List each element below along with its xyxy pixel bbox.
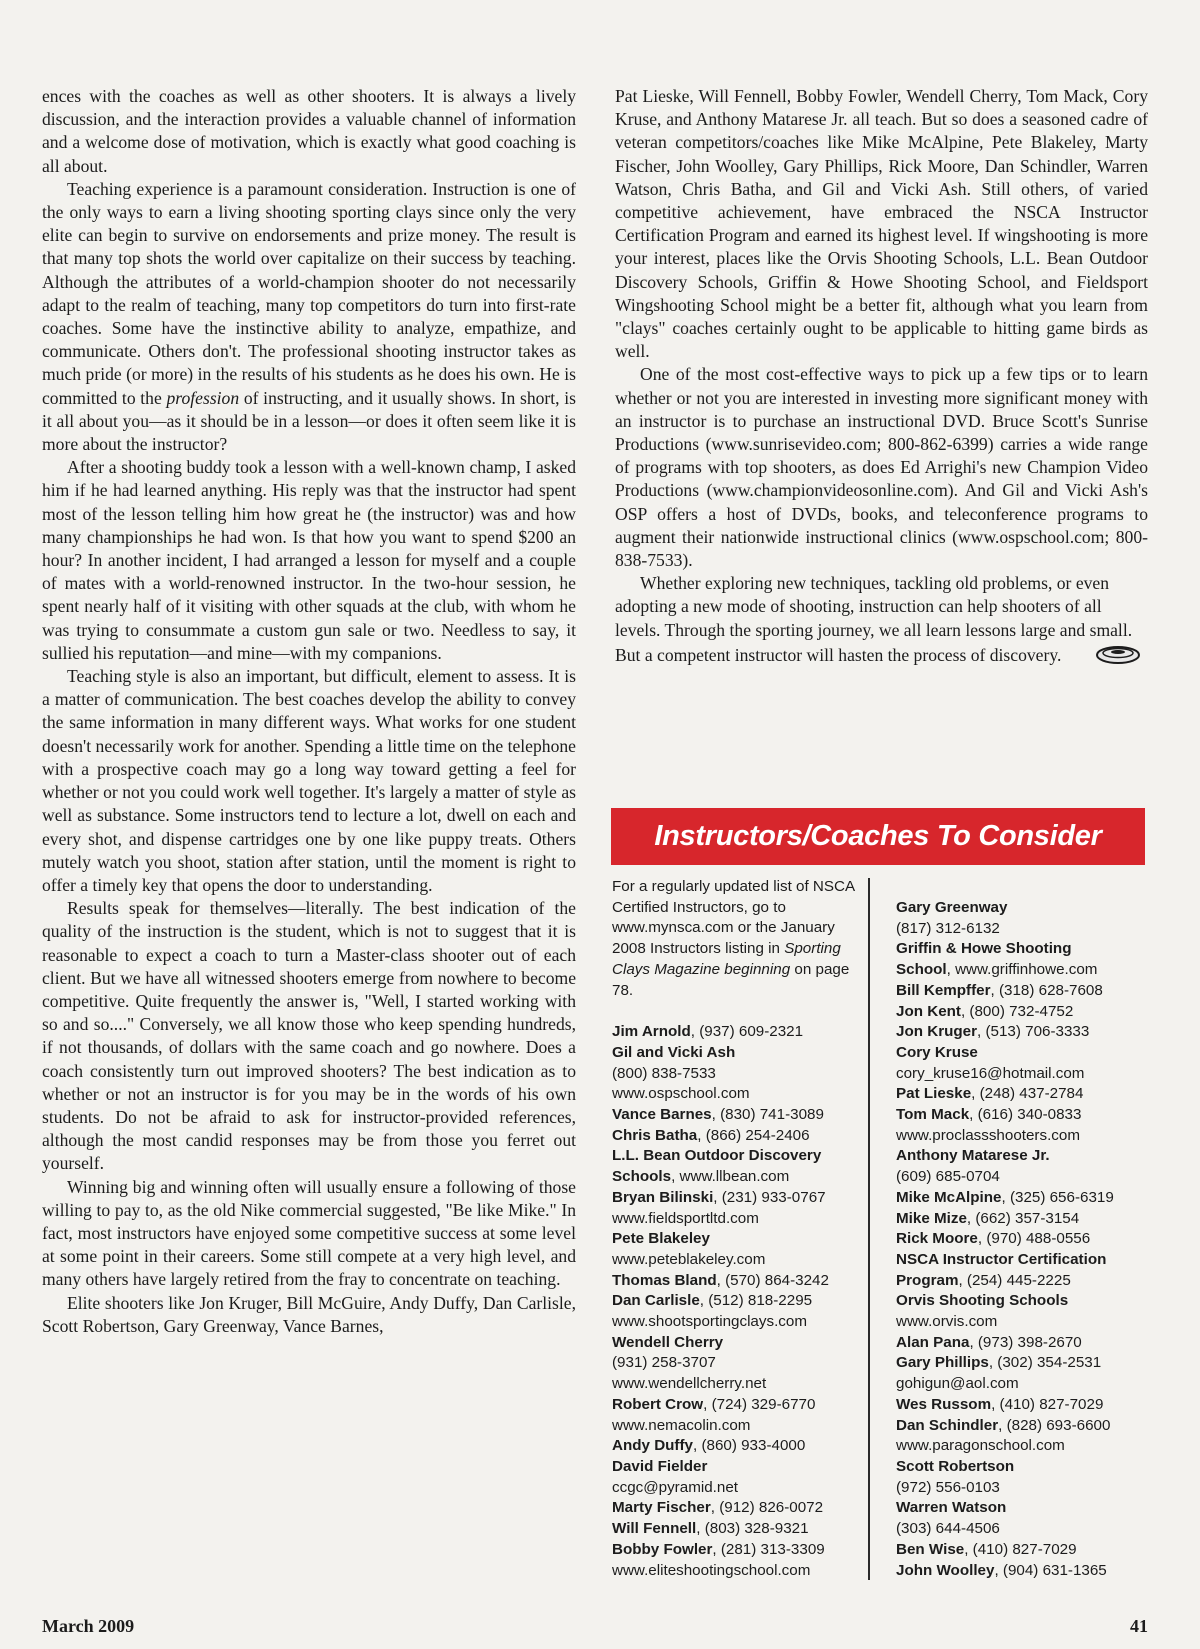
instructor-contact: www.paragonschool.com	[896, 1437, 1065, 1455]
instructor-name: Warren Watson	[896, 1499, 1007, 1517]
instructor-entry	[612, 1084, 857, 1105]
instructor-contact: , (302) 354-2531	[988, 1354, 1102, 1372]
instructor-entry	[612, 1250, 857, 1271]
instructor-entry	[612, 1498, 857, 1519]
instructor-contact: , (973) 398-2670	[969, 1333, 1082, 1351]
instructor-name: Jon Kruger	[896, 1023, 978, 1041]
sidebar-title-banner	[611, 808, 1145, 865]
instructor-name: Bill Kempffer	[896, 981, 991, 999]
instructor-contact: , (410) 827-7029	[991, 1395, 1104, 1413]
instructor-entry	[612, 1064, 857, 1085]
instructor-entry	[896, 1064, 1148, 1085]
instructor-entry	[896, 1540, 1148, 1561]
instructor-entry	[896, 1457, 1148, 1478]
instructor-entry	[896, 1374, 1148, 1395]
instructor-contact: www.fieldsportltd.com	[612, 1209, 759, 1227]
instructor-entry	[612, 1291, 857, 1312]
instructor-contact: , (860) 933-4000	[693, 1437, 806, 1455]
instructor-entry	[612, 1540, 857, 1561]
footer-date: March 2009	[42, 1616, 135, 1636]
instructor-entry	[612, 1519, 857, 1540]
instructor-entry	[896, 1250, 1148, 1271]
instructor-entry	[612, 1478, 857, 1499]
instructor-entry	[896, 1353, 1148, 1374]
instructor-name: Bryan Bilinski	[612, 1188, 714, 1206]
instructor-contact: www.ospschool.com	[612, 1085, 750, 1103]
instructor-contact: , (570) 864-3242	[716, 1271, 829, 1289]
instructor-name: Will Fennell	[612, 1520, 697, 1538]
instructor-entry	[612, 1167, 857, 1188]
instructor-contact: , (281) 313-3309	[712, 1540, 825, 1558]
instructor-name: Wendell Cherry	[612, 1333, 724, 1351]
instructor-entry	[896, 981, 1148, 1002]
instructor-entry	[896, 1146, 1148, 1167]
sidebar-intro-text: For a regularly updated list of NSCA Certified Instructors, go to www.mynsca.com or the January 2008 Instructors listing in	[612, 878, 855, 958]
instructor-name: Tom Mack	[896, 1106, 970, 1124]
instructor-entry	[896, 1209, 1148, 1230]
instructor-contact: , (231) 933-0767	[713, 1188, 826, 1206]
instructor-contact: cory_kruse16@hotmail.com	[896, 1064, 1085, 1082]
instructor-contact: www.wendellcherry.net	[612, 1375, 767, 1393]
instructor-name: Ben Wise	[896, 1540, 965, 1558]
instructor-entry	[612, 1353, 857, 1374]
instructor-contact: , (318) 628-7608	[990, 981, 1103, 999]
article-paragraph: Elite shooters like Jon Kruger, Bill McGuire, Andy Duffy, Dan Carlisle, Scott Robertson, Gary Greenway, Vance Barnes,	[42, 1292, 576, 1336]
instructor-contact: , www.griffinhowe.com	[946, 961, 1098, 979]
instructor-entry	[896, 939, 1148, 960]
instructor-entry	[612, 1333, 857, 1354]
instructor-name: Alan Pana	[896, 1333, 970, 1351]
instructor-contact: www.proclassshooters.com	[896, 1126, 1080, 1144]
instructor-entry	[612, 1312, 857, 1333]
instructor-entry	[896, 1312, 1148, 1333]
instructor-entry	[896, 1126, 1148, 1147]
instructor-contact: (609) 685-0704	[896, 1168, 1000, 1186]
sidebar-left-list	[612, 877, 857, 1581]
instructor-contact: www.shootsportingclays.com	[612, 1313, 807, 1331]
article-paragraph	[615, 572, 1148, 672]
instructor-name: Vance Barnes	[612, 1106, 712, 1124]
instructor-name: Program	[896, 1271, 959, 1289]
article-text: Teaching experience is a paramount consideration. Instruction is one of the only ways to earn a living shooting sporting clays since only the very elite can begin to survive on endorsements and prize money. The result is that many top shots the world over capitalize on their success by teaching. Although the attributes of a world-champion shooter do not necessarily adapt to the realm of teaching, many top competitors do turn into first-rate coaches. Some have the instinctive ability to analyze, empathize, and communicate. Others don't. The professional shooting instructor takes as much pride (or more) in the results of his students as he does his own. He is committed to the	[42, 178, 576, 408]
article-paragraph: Teaching style is also an important, but difficult, element to assess. It is a matter of communication. The best coaches develop the ability to convey the same information in many different ways. What works for one student doesn't necessarily work for another. Spending a little time on the telephone with a prospective coach may go a long way toward getting a feel for whether or not you could work well together. It's largely a matter of style as well as substance. Some instructors tend to lecture a lot, dwell on each and every shot, and dispense cartridges one by one like puppy treats. Others mutely watch you shoot, station after station, until the moment is right to offer a timely key that opens the door to understanding.	[42, 666, 576, 895]
instructor-entry	[896, 1416, 1148, 1437]
instructor-contact: , (830) 741-3089	[711, 1106, 824, 1124]
instructor-entry	[612, 1105, 857, 1126]
instructor-name: Pat Lieske	[896, 1085, 972, 1103]
article-paragraph: Results speak for themselves—literally. The best indication of the quality of the instruction is the student, which is not to suggest that it is reasonable to expect a coach to turn a Master-class shooter out of each client. But we have all witnessed shooters emerge from nowhere to become competitive. Quite frequently the answer is, "Well, I started working with so and so...." Conversely, we all know those who keep spending hundreds, if not thousands, of dollars with the same coach and go nowhere. Does a coach consistently turn out improved shooters? The best indication as to whether or not an instructor is for you may be in the words of his own students. Do not be afraid to ask for instructor-provided references, although the most candid responses may be from those you ferret out yourself.	[42, 898, 576, 1174]
instructor-name: Cory Kruse	[896, 1043, 978, 1061]
instructor-name: Gil and Vicki Ash	[612, 1043, 736, 1061]
instructor-entry	[896, 1271, 1148, 1292]
instructor-entry	[896, 1561, 1148, 1582]
instructor-contact: , (912) 826-0072	[710, 1499, 824, 1517]
instructor-name: L.L. Bean Outdoor Discovery	[612, 1147, 822, 1165]
instructor-entry	[896, 1519, 1148, 1540]
instructor-name: Scott Robertson	[896, 1457, 1015, 1475]
instructor-name: Wes Russom	[896, 1395, 992, 1413]
instructor-name: Rick Moore	[896, 1230, 978, 1248]
instructor-contact: , (866) 254-2406	[697, 1126, 810, 1144]
instructor-entry	[896, 1478, 1148, 1499]
instructor-name: Orvis Shooting Schools	[896, 1292, 1069, 1310]
instructor-contact: www.eliteshootingschool.com	[612, 1561, 811, 1579]
instructor-contact: , (970) 488-0556	[977, 1230, 1091, 1248]
instructor-name: Mike McAlpine	[896, 1188, 1002, 1206]
instructor-name: Jim Arnold	[612, 1023, 691, 1041]
article-right-column	[615, 85, 1148, 672]
instructor-name: Dan Schindler	[896, 1416, 999, 1434]
instructor-entry	[896, 1002, 1148, 1023]
article-paragraph: Winning big and winning often will usually ensure a following of those willing to pay to, as the old Nike commercial suggested, "Be like Mike." In fact, most instructors have enjoyed some competitive success at some level at some point in their careers. Some still compete at a very high level, and many others have largely retired from the fray to concentrate on teaching.	[42, 1176, 576, 1290]
article-text: Whether exploring new techniques, tackling old problems, or even adopting a new mode of shooting, instruction can help shooters of all levels. Through the sporting journey, we all learn lessons large and small. But a competent instructor will hasten the process of discovery.	[615, 573, 1133, 666]
instructor-name: John Woolley	[896, 1561, 995, 1579]
sidebar-intro	[612, 877, 857, 1001]
instructor-contact: , (937) 609-2321	[690, 1023, 804, 1041]
article-paragraph: ences with the coaches as well as other shooters. It is always a lively discussion, and the interaction provides a valuable channel of information and a welcome dose of motivation, which is exactly what good coaching is all about.	[42, 86, 576, 176]
instructor-contact: , (512) 818-2295	[699, 1292, 813, 1310]
instructor-entry	[612, 1457, 857, 1478]
instructor-entry	[896, 1188, 1148, 1209]
instructor-name: Dan Carlisle	[612, 1292, 700, 1310]
instructor-entry	[896, 1022, 1148, 1043]
instructor-contact: www.peteblakeley.com	[612, 1250, 766, 1268]
instructor-entry	[896, 919, 1148, 940]
instructor-entry	[612, 1022, 857, 1043]
instructor-name: Marty Fischer	[612, 1499, 711, 1517]
article-paragraph: After a shooting buddy took a lesson with a well-known champ, I asked him if he had learned anything. His reply was that the instructor had spent most of the lesson telling him how great he (the instructor) was and how many championships he had won. Is that how you want to spend $200 an hour? In another incident, I had arranged a lesson for myself and a couple of mates with a world-renowned instructor. In the two-hour session, he spent nearly half of it visiting with other squads at the club, with whom he was trying to consummate a custom gun sale or two. Needless to say, it sullied his reputation—and mine—with my companions.	[42, 457, 576, 663]
instructor-name: Chris Batha	[612, 1126, 698, 1144]
instructor-contact: (931) 258-3707	[612, 1354, 716, 1372]
instructor-name: Anthony Matarese Jr.	[896, 1147, 1050, 1165]
instructor-name: Pete Blakeley	[612, 1230, 710, 1248]
instructor-contact: , (410) 827-7029	[964, 1540, 1077, 1558]
instructor-name: Thomas Bland	[612, 1271, 717, 1289]
instructor-list-left	[612, 1022, 857, 1581]
instructor-contact: , (803) 328-9321	[696, 1520, 809, 1538]
instructor-entry	[612, 1416, 857, 1437]
instructor-name: School	[896, 961, 947, 979]
instructor-entry	[896, 1436, 1148, 1457]
instructor-entry	[612, 1188, 857, 1209]
instructor-entry	[896, 1395, 1148, 1416]
instructor-entry	[896, 898, 1148, 919]
instructor-entry	[896, 1043, 1148, 1064]
instructor-name: Schools	[612, 1168, 672, 1186]
instructor-contact: (972) 556-0103	[896, 1478, 1000, 1496]
instructor-entry	[896, 1084, 1148, 1105]
instructor-contact: gohigun@aol.com	[896, 1375, 1019, 1393]
instructor-list-right	[896, 898, 1148, 1581]
instructor-contact: ccgc@pyramid.net	[612, 1478, 738, 1496]
instructor-contact: (800) 838-7533	[612, 1064, 716, 1082]
instructor-contact: , (248) 437-2784	[971, 1085, 1084, 1103]
instructor-contact: , (800) 732-4752	[960, 1002, 1074, 1020]
sidebar-intro-italic: Sporting Clays Magazine beginning	[612, 940, 841, 978]
article-paragraph: Pat Lieske, Will Fennell, Bobby Fowler, Wendell Cherry, Tom Mack, Cory Kruse, and Anthony Matarese Jr. all teach. But so does a seasoned cadre of veteran competitors/coaches like Mike McAlpine, Pete Blakeley, Marty Fischer, John Woolley, Gary Phillips, Rick Moore, Dan Schindler, Warren Watson, Chris Batha, and Gil and Vicki Ash. Still others, of varied competitive achievement, have embraced the NSCA Instructor Certification Program and earned its highest level. If wingshooting is more your interest, places like the Orvis Shooting Schools, L.L. Bean Outdoor Discovery Schools, Griffin & Howe Shooting School, and Fieldsport Wingshooting School might be a better fit, although what you learn from "clays" coaches certainly ought to be applicable to hitting game birds as well.	[615, 86, 1148, 362]
sidebar-title: Instructors/Coaches To Consider	[654, 820, 1102, 852]
sidebar-right-list	[896, 898, 1148, 1581]
instructor-contact: , (662) 357-3154	[966, 1209, 1080, 1227]
instructor-name: NSCA Instructor Certification	[896, 1250, 1107, 1268]
instructor-contact: , (513) 706-3333	[977, 1023, 1090, 1041]
instructor-entry	[612, 1043, 857, 1064]
instructor-contact: (303) 644-4506	[896, 1520, 1000, 1538]
article-left-column	[42, 85, 576, 1338]
instructor-entry	[896, 1167, 1148, 1188]
instructor-entry	[612, 1126, 857, 1147]
instructor-entry	[896, 1291, 1148, 1312]
instructor-contact: , (325) 656-6319	[1001, 1188, 1114, 1206]
instructor-entry	[612, 1395, 857, 1416]
sidebar-intro-end: on page 78.	[612, 960, 850, 999]
instructor-entry	[612, 1436, 857, 1457]
instructor-contact: , (616) 340-0833	[969, 1106, 1082, 1124]
instructor-contact: , (254) 445-2225	[958, 1271, 1071, 1289]
instructor-contact: , (904) 631-1365	[994, 1561, 1107, 1579]
instructor-entry	[612, 1374, 857, 1395]
instructor-entry	[612, 1561, 857, 1582]
sidebar-divider	[868, 878, 870, 1580]
instructor-name: Robert Crow	[612, 1395, 704, 1413]
instructor-name: Griffin & Howe Shooting	[896, 940, 1072, 958]
instructor-name: Gary Phillips	[896, 1354, 989, 1372]
instructor-entry	[896, 960, 1148, 981]
instructor-contact: www.nemacolin.com	[612, 1416, 751, 1434]
instructor-contact: , www.llbean.com	[671, 1168, 790, 1186]
instructor-contact: , (828) 693-6600	[998, 1416, 1111, 1434]
article-paragraph	[42, 178, 576, 456]
instructor-entry	[896, 1229, 1148, 1250]
instructor-name: Gary Greenway	[896, 899, 1008, 916]
clay-target-icon	[1069, 642, 1142, 672]
instructor-name: David Fielder	[612, 1457, 708, 1475]
page-number: 41	[1130, 1616, 1148, 1636]
instructor-contact: , (724) 329-6770	[703, 1395, 816, 1413]
instructor-contact: www.orvis.com	[896, 1313, 998, 1331]
instructor-name: Andy Duffy	[612, 1437, 693, 1455]
article-paragraph: One of the most cost-effective ways to pick up a few tips or to learn whether or not you are interested in investing more significant money with an instructor is to purchase an instructional DVD. Bruce Scott's Sunrise Productions (www.sunrisevideo.com; 800-862-6399) carries a wide range of programs with top shooters, as does Ed Arrighi's new Champion Video Productions (www.championvideosonline.com). And Gil and Vicki Ash's OSP offers a host of DVDs, books, and teleconference programs to augment their nationwide instructional clinics (www.ospschool.com; 800-838-7533).	[615, 364, 1148, 571]
instructor-name: Bobby Fowler	[612, 1540, 713, 1558]
instructor-entry	[612, 1271, 857, 1292]
instructor-entry	[896, 1105, 1148, 1126]
instructor-name: Jon Kent	[896, 1002, 961, 1020]
article-emphasis: profession	[166, 387, 240, 408]
instructor-entry	[612, 1209, 857, 1230]
instructor-entry	[612, 1229, 857, 1250]
instructor-contact: (817) 312-6132	[896, 919, 1000, 937]
instructor-entry	[896, 1333, 1148, 1354]
instructor-entry	[612, 1146, 857, 1167]
article-text: of instructing, and it usually shows. In short, is it all about you—as it should be in a lesson—or does it often seem like it is more about the instructor?	[42, 387, 576, 455]
instructor-name: Mike Mize	[896, 1209, 967, 1227]
instructor-entry	[896, 1498, 1148, 1519]
